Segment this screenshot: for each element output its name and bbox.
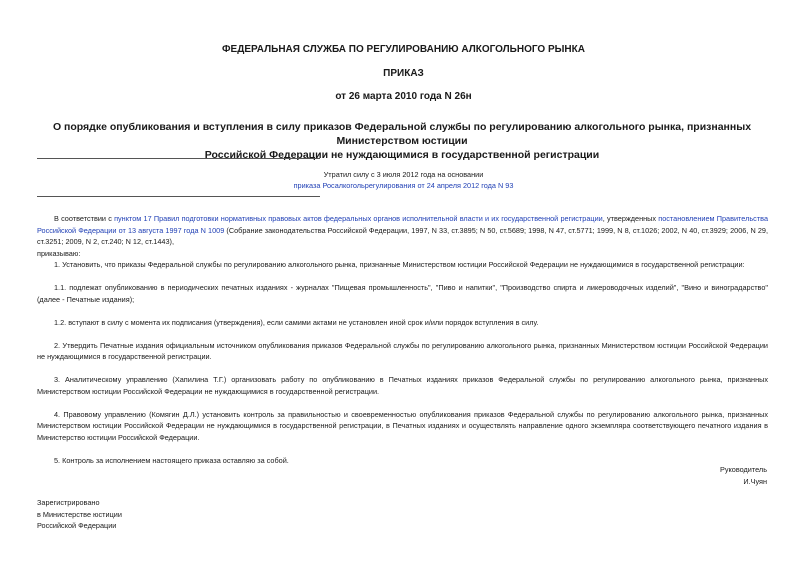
item-1: 1. Установить, что приказы Федеральной службы по регулированию алкогольного рынка, признанные Министерством юстиции Российской Федерации не нуждающимися в государственной регистрации: (54, 260, 745, 269)
status-note-text: Утратил силу с 3 июля 2012 года на основании (323, 170, 484, 179)
registration-line-3: Российской Федерации (37, 521, 117, 530)
preamble-text-2: , утвержденных (602, 214, 659, 223)
subject-line-1: О порядке опубликования и вступления в силу приказов Федеральной службы по регулированию алкогольного рынка, признанных Министерством юстиции (52, 121, 752, 147)
item-3: 3. Аналитическому управлению (Хапилина Т.Г.) организовать работу по опубликованию в Печатных изданиях приказов Федеральной службы по регулированию алкогольного рынка, признанных Министерством юстиции Российской Федерации не нуждающимися в государственной регистрации. (37, 375, 768, 396)
signatory-name: И.Чуян (743, 476, 767, 486)
document-body (37, 213, 768, 466)
divider-bottom (37, 196, 320, 197)
agency-title: ФЕДЕРАЛЬНАЯ СЛУЖБА ПО РЕГУЛИРОВАНИЮ АЛКОГОЛЬНОГО РЫНКА (222, 44, 585, 55)
status-note (0, 169, 807, 191)
document-type: ПРИКАЗ (383, 68, 424, 79)
registration-block (37, 497, 122, 532)
preamble-text-3: (Собрание законодательства Российской Федерации, 1997, N 33, ст.3895; N 50, ст.5689; 1998, N 47, ст.5771; 1999, N 8, ст.1026; 2002, N 40, ст.3929; 2006, N 29, ст.3251; 2009, N 2, ст.240; N 12, ст.1443), (37, 225, 768, 246)
repeal-order-link[interactable]: приказа Росалкогольрегулирования от 24 апреля 2012 года N 93 (293, 181, 514, 190)
item-4: 4. Правовому управлению (Комягин Д.Л.) установить контроль за правильностью и своевременностью опубликования приказов Федеральной службы по регулированию алкогольного рынка, признанных Министерством юстиции Российской Федерации не нуждающимися в государственной регистрации, в Печатных изданиях и осуществлять направление одного экземпляра соответствующего печатного издания в Министерство юстиции Российской Федерации. (37, 409, 768, 442)
rules-link[interactable]: пунктом 17 Правил подготовки нормативных правовых актов федеральных органов исполнительной власти и их государственной регистрации (114, 214, 603, 223)
registration-line-2: в Министерстве юстиции (37, 509, 122, 519)
signatory-title: Руководитель (719, 465, 767, 474)
divider-top (37, 158, 320, 159)
preamble (37, 213, 768, 248)
item-2: 2. Утвердить Печатные издания официальным источником опубликования приказов Федеральной службы по регулированию алкогольного рынка, признанных Министерством юстиции Российской Федерации не нуждающимися в государственной регистрации. (37, 340, 768, 361)
document-date-number: от 26 марта 2010 года N 26н (335, 91, 472, 102)
item-1-1: 1.1. подлежат опубликованию в периодических печатных изданиях - журналах "Пищевая промышленность", "Пиво и напитки", "Производство спирта и ликероводочных изделий", "Вино и виноградарство" (далее - Печатные издания); (37, 283, 768, 304)
government-decree-link[interactable]: постановлением Правительства Российской Федерации от 13 августа 1997 года N 1009 (37, 214, 769, 235)
subject-line-2: Российской Федерации не нуждающимися в государственной регистрации (204, 149, 600, 161)
order-word: приказываю: (37, 248, 81, 258)
preamble-text-1: В соответствии с (54, 214, 115, 223)
signature-block (720, 464, 767, 487)
item-1-2: 1.2. вступают в силу с момента их подписания (утверждения), если самими актами не установлен иной срок и/или порядок вступления в силу. (54, 317, 539, 327)
registration-line-1: Зарегистрировано (37, 498, 100, 507)
item-5: 5. Контроль за исполнением настоящего приказа оставляю за собой. (54, 455, 289, 465)
document-subject (37, 120, 767, 162)
